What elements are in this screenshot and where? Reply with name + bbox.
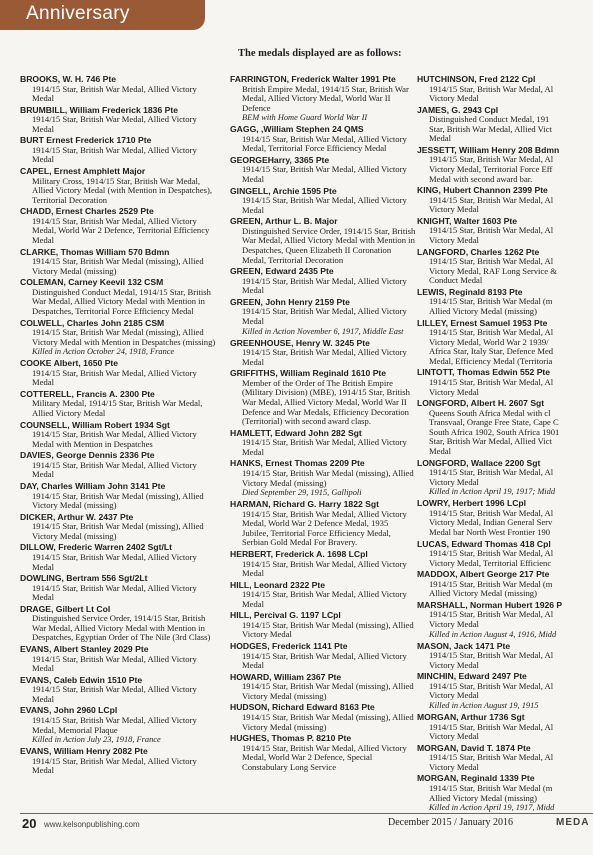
medal-list: Conduct Medal <box>429 275 483 286</box>
column-1 <box>20 74 216 807</box>
recipient-name: MORGAN, Arthur 1736 Sgt <box>417 712 525 723</box>
medal-list: Star, British War Medal, Allied Vict <box>429 436 552 447</box>
medal-entry <box>20 705 216 745</box>
recipient-name: GREENHOUSE, Henry W. 3245 Pte <box>230 337 370 348</box>
medal-entry <box>230 499 416 548</box>
recipient-name: GREEN, Edward 2435 Pte <box>230 266 334 277</box>
publisher-website: www.kelsonpublishing.com <box>44 820 140 829</box>
recipient-name: GEORGEHarry, 3365 Pte <box>230 154 330 165</box>
entry-note: Killed in Action October 24, 1918, France <box>32 347 175 357</box>
column-2 <box>230 74 416 807</box>
medal-entry <box>230 702 416 732</box>
recipient-name: KNIGHT, Walter 1603 Pte <box>417 215 517 226</box>
recipient-name: DRAGE, Gilbert Lt Col <box>20 603 111 614</box>
medal-list: 1914/15 Star, British War Medal, Al <box>429 376 554 387</box>
medal-entry <box>230 458 416 498</box>
medal-entry <box>417 458 593 498</box>
medal-entry <box>20 542 216 572</box>
medal-list: Allied Victory Medal (missing) <box>429 588 537 599</box>
medal-list: 1914/15 Star, British War Medal, Allied Victory Medal <box>242 164 407 185</box>
medal-list: 1914/15 Star, British War Medal, Al <box>429 721 554 732</box>
medal-list: 1914/15 Star, British War Medal, Allied Victory Medal <box>32 551 197 572</box>
recipient-name: HARMAN, Richard G. Harry 1822 Sgt <box>230 499 379 510</box>
medal-list: 1914/15 Star, British War Medal (missing), Allied Victory Medal (missing) <box>32 521 204 541</box>
medal-list: 1914/15 Star, British War Medal (missing), Allied Victory Medal (missing) <box>242 711 414 732</box>
medal-entry <box>417 539 593 569</box>
recipient-name: MORGAN, Reginald 1339 Pte <box>417 773 535 784</box>
medal-entry <box>230 338 416 368</box>
medal-entry <box>417 600 593 640</box>
medal-list: Distinguished Conduct Medal, 1914/15 Star, British War Medal, Allied Victory Medal with Mention in Despatches, Territorial Force Efficiency Medal <box>32 286 211 316</box>
entry-note: Killed in Action April 19, 1917; Midd <box>429 487 556 497</box>
recipient-name: LUCAS, Edward Thomas 418 Cpl <box>417 538 551 549</box>
medal-list: 1914/15 Star, British War Medal (missing), Allied Victory Medal (missing) <box>32 256 204 276</box>
medal-entry <box>417 287 593 317</box>
medal-entry <box>230 672 416 702</box>
recipient-name: LONGFORD, Albert H. 2607 Sgt <box>417 398 545 409</box>
medal-list: 1914/15 Star, British War Medal, Allied Victory Medal <box>242 437 407 457</box>
medal-list: 1914/15 Star, British War Medal, Allied Victory Medal <box>32 367 197 388</box>
medal-entry <box>417 498 593 537</box>
medal-entry <box>20 604 216 643</box>
medal-list: Medal <box>429 446 451 457</box>
medal-entry <box>20 420 216 450</box>
medal-list: 1914/15 Star, British War Medal, Allied Victory Medal <box>32 459 197 480</box>
column-3 <box>417 74 593 813</box>
recipient-name: LANGFORD, Charles 1262 Pte <box>417 246 540 257</box>
medal-list: 1914/15 Star, British War Medal, Allied Victory Medal <box>242 195 407 215</box>
recipient-name: DAVIES, George Dennis 2336 Pte <box>20 450 155 461</box>
recipient-name: LONGFORD, Wallace 2200 Sgt <box>417 457 541 468</box>
medal-list: 1914/15 Star, British War Medal, Al <box>429 548 554 559</box>
medal-list: 1914/15 Star, British War Medal, Al <box>429 83 554 94</box>
medal-list: 1914/15 Star, British War Medal, Al <box>429 650 554 661</box>
medal-list: Star, British War Medal, Allied Vict <box>429 123 552 134</box>
medal-entry <box>20 481 216 511</box>
medal-entry <box>230 155 416 185</box>
medal-entry <box>230 580 416 610</box>
medal-list: Medal, Efficiency Medal (Territoria <box>429 355 553 366</box>
medal-entry <box>20 247 216 277</box>
recipient-name: GRIFFITHS, William Reginald 1610 Pte <box>230 368 387 379</box>
recipient-name: KING, Hubert Channon 2399 Pte <box>417 185 548 196</box>
medal-list: Africa Star, Italy Star, Defence Med <box>429 346 554 357</box>
recipient-name: HODGES, Frederick 1141 Pte <box>230 641 348 652</box>
medal-list: 1914/15 Star, British War Medal (missing), Allied Victory Medal (missing) <box>242 681 414 701</box>
recipient-name: COOKE Albert, 1650 Pte <box>20 358 119 369</box>
recipient-name: HERBERT, Frederick A. 1698 LCpl <box>230 549 368 559</box>
medal-list: Medal bar North West Frontier 190 <box>429 527 551 537</box>
medal-entry <box>417 671 593 711</box>
medal-entry <box>417 185 593 215</box>
medal-list: 1914/15 Star, British War Medal (m <box>429 296 553 307</box>
recipient-name: COLWELL, Charles John 2185 CSM <box>20 317 165 328</box>
recipient-name: LILLEY, Ernest Samuel 1953 Pte <box>417 317 548 328</box>
medal-entry <box>20 74 216 104</box>
medal-list: 1914/15 Star, British War Medal, Al <box>429 327 554 338</box>
recipient-name: HOWARD, William 2367 Pte <box>230 671 342 682</box>
medal-list: Victory Medal <box>429 476 479 487</box>
medal-list: Allied Victory Medal (missing) <box>429 792 537 803</box>
medal-entry <box>230 266 416 296</box>
medal-entry <box>20 135 216 165</box>
recipient-name: HILL, Percival G. 1197 LCpl <box>230 610 341 621</box>
recipient-name: LINTOTT, Thomas Edwin 552 Pte <box>417 367 551 378</box>
recipient-name: JESSETT, William Henry 208 Bdmn <box>417 144 560 155</box>
section-banner <box>0 0 205 30</box>
medal-entry <box>20 166 216 205</box>
medal-entry <box>20 318 216 358</box>
medal-entry <box>230 368 416 426</box>
medal-list: Military Cross, 1914/15 Star, British War Medal, Allied Victory Medal (with Mention in Despatches), Territorial Decoration <box>32 175 212 205</box>
medal-entry <box>20 644 216 674</box>
recipient-name: MASON, Jack 1471 Pte <box>417 640 511 651</box>
medal-list: 1914/15 Star, British War Medal, Allied Victory Medal <box>242 347 407 367</box>
medal-entry <box>417 641 593 671</box>
recipient-name: DOWLING, Bertram 556 Sgt/2Lt <box>20 573 148 584</box>
medal-list: Member of the Order of The British Empire (Military Division) (MBE), 1914/15 Star, British War Medal, Allied Victory Medal, World War II Defence and War Medals, Efficiency Decoration (Territorial) with second award clasp. <box>242 377 410 427</box>
medal-entry <box>230 549 416 579</box>
medal-list: 1914/15 Star, British War Medal, Allied Victory Medal, World War 2 Defence, Special Constabulary Long Service <box>242 742 407 772</box>
medal-list: Queens South Africa Medal with cl <box>429 407 551 418</box>
medal-list: Victory Medal, Indian General Serv <box>429 517 553 528</box>
recipient-name: BROOKS, W. H. 746 Pte <box>20 74 116 84</box>
medal-list: Victory Medal, World War 2 1939/ <box>429 336 549 347</box>
page-number: 20 <box>22 816 37 831</box>
medal-entry <box>417 318 593 367</box>
recipient-name: CAPEL, Ernest Amphlett Major <box>20 166 146 177</box>
recipient-name: FARRINGTON, Frederick Walter 1991 Pte <box>230 74 396 84</box>
medal-entry <box>20 450 216 480</box>
medal-entry <box>230 610 416 640</box>
recipient-name: MADDOX, Albert George 217 Pte <box>417 569 550 580</box>
medal-list: Victory Medal <box>429 690 479 701</box>
medal-list: 1914/15 Star, British War Medal (missing), Allied Victory Medal (missing) <box>32 490 204 511</box>
medal-list: Victory Medal <box>429 761 479 772</box>
medal-list: Distinguished Service Order, 1914/15 Star, British War Medal, Allied Victory Medal with Mention in Despatches, Queen Elizabeth II Coronation Medal, Territorial Decoration <box>242 225 416 265</box>
recipient-name: DAY, Charles William John 3141 Pte <box>20 481 166 492</box>
medal-entry <box>20 675 216 705</box>
medal-entry <box>417 367 593 397</box>
medal-entry <box>417 145 593 184</box>
medal-list: 1914/15 Star, British War Medal, Allied Victory Medal <box>32 582 197 603</box>
medal-entry <box>20 206 216 245</box>
medal-list: 1914/15 Star, British War Medal (missing), Allied Victory Medal with Mention in Despatches (missing) <box>32 327 216 347</box>
medal-entry <box>20 573 216 603</box>
recipient-name: EVANS, Albert Stanley 2029 Pte <box>20 644 149 655</box>
medal-entry <box>20 105 216 135</box>
footer-rule <box>20 813 593 814</box>
medal-list: 1914/15 Star, British War Medal (m <box>429 782 553 793</box>
medal-list: Victory Medal <box>429 235 479 246</box>
medal-list: 1914/15 Star, British War Medal, Al <box>429 225 554 236</box>
medal-list: South Africa 1902, South Africa 1901 <box>429 426 560 437</box>
medal-list: 1914/15 Star, British War Medal (missing), Allied Victory Medal <box>242 619 414 640</box>
entry-note: Killed in Action July 23, 1918, France <box>32 735 161 745</box>
medal-list: 1914/15 Star, British War Medal, Allied Victory Medal with Mention in Despatches <box>32 429 197 449</box>
medal-list: 1914/15 Star, British War Medal, Al <box>429 752 554 763</box>
recipient-name: BRUMBILL, William Frederick 1836 Pte <box>20 104 178 115</box>
medal-entry <box>20 358 216 388</box>
medal-list: 1914/15 Star, British War Medal, Allied Victory Medal <box>242 306 407 326</box>
medal-list: Victory Medal, Territorial Efficienc <box>429 557 552 568</box>
medal-list: Victory Medal, RAF Long Service & <box>429 265 557 276</box>
medal-list: Victory Medal <box>429 731 479 742</box>
medal-list: Victory Medal <box>429 93 479 104</box>
medal-list: 1914/15 Star, British War Medal (m <box>429 578 553 589</box>
medal-entry <box>417 743 593 773</box>
medal-entry <box>417 773 593 813</box>
medal-list: Medal with second award bar. <box>429 173 533 184</box>
medal-list: 1914/15 Star, British War Medal, Al <box>429 154 554 165</box>
issue-date: December 2015 / January 2016 <box>388 817 513 828</box>
recipient-name: EVANS, Caleb Edwin 1510 Pte <box>20 674 143 685</box>
medal-entry <box>230 216 416 265</box>
medal-list: 1914/15 Star, British War Medal, Allied Victory Medal <box>242 650 407 671</box>
medal-entry <box>417 74 593 104</box>
medal-list: 1914/15 Star, British War Medal (missing), Allied Victory Medal (missing) <box>242 467 414 488</box>
medal-list: 1914/15 Star, British War Medal, Al <box>429 467 554 478</box>
medal-list: British Empire Medal, 1914/15 Star, British War Medal, Allied Victory Medal, World War II Defence <box>242 83 409 113</box>
medal-entry <box>20 389 216 419</box>
medal-list: Victory Medal <box>429 204 479 215</box>
recipient-name: GREEN, John Henry 2159 Pte <box>230 296 350 307</box>
recipient-name: HANKS, Ernest Thomas 2209 Pte <box>230 458 365 469</box>
medal-list: 1914/15 Star, British War Medal, Allied Victory Medal <box>32 114 197 134</box>
recipient-name: JAMES, G. 2943 Cpl <box>417 104 499 115</box>
recipient-name: GREEN, Arthur L. B. Major <box>230 216 338 227</box>
recipient-name: HUDSON, Richard Edward 8163 Pte <box>230 702 375 713</box>
recipient-name: COUNSELL, William Robert 1934 Sgt <box>20 419 170 430</box>
recipient-name: HAMLETT, Edward John 282 Sgt <box>230 427 362 438</box>
medal-list: Medal <box>429 133 451 144</box>
recipient-name: HUTCHINSON, Fred 2122 Cpl <box>417 74 536 84</box>
entry-note: Killed in Action November 6, 1917, Middle East <box>242 326 404 336</box>
medal-list: Victory Medal, Territorial Force Eff <box>429 164 553 175</box>
medal-entry <box>230 428 416 458</box>
medal-list: 1914/15 Star, British War Medal, Allied Victory Medal <box>32 144 197 165</box>
medal-entry <box>20 512 216 542</box>
medal-list: 1914/15 Star, British War Medal, Allied Victory Medal <box>32 755 197 776</box>
intro-heading: The medals displayed are as follows: <box>238 48 402 59</box>
medal-list: Victory Medal <box>429 386 479 397</box>
medal-list: Victory Medal <box>429 659 479 670</box>
recipient-name: CLARKE, Thomas William 570 Bdmn <box>20 246 170 257</box>
entry-note: Killed in Action April 19, 1917, Midd <box>429 803 555 813</box>
recipient-name: GINGELL, Archie 1595 Pte <box>230 185 337 196</box>
medal-list: 1914/15 Star, British War Medal, Al <box>429 194 554 205</box>
medal-list: 1914/15 Star, British War Medal, Allied Victory Medal <box>242 589 407 609</box>
medal-list: 1914/15 Star, British War Medal, Allied Victory Medal, Territorial Force Efficiency Medal <box>242 133 407 154</box>
medal-list: Distinguished Conduct Medal, 191 <box>429 114 550 125</box>
medal-entry <box>417 216 593 246</box>
section-title: Anniversary <box>26 3 130 24</box>
recipient-name: DICKER, Arthur W. 2437 Pte <box>20 511 134 522</box>
medal-list: 1914/15 Star, British War Medal, Allied Victory Medal, World War 2 Defence, Territorial Efficiency Medal <box>32 215 210 246</box>
medal-entry <box>230 124 416 154</box>
medal-list: 1914/15 Star, British War Medal, Al <box>429 609 554 620</box>
medal-entry <box>230 74 416 123</box>
entry-note: Killed in Action August 19, 1915 <box>429 701 539 711</box>
medal-entry <box>230 186 416 216</box>
medal-entry <box>417 569 593 599</box>
recipient-name: BURT Ernest Frederick 1710 Pte <box>20 135 152 146</box>
recipient-name: MARSHALL, Norman Hubert 1926 P <box>417 599 563 610</box>
medal-list: 1914/15 Star, British War Medal, Allied Victory Medal <box>32 653 197 674</box>
medal-entry <box>20 277 216 316</box>
medal-list: 1914/15 Star, British War Medal, Al <box>429 256 554 267</box>
medal-list: 1914/15 Star, British War Medal, Al <box>429 507 554 518</box>
medal-entry <box>417 712 593 742</box>
medal-list: Allied Victory Medal (missing) <box>429 306 537 316</box>
medal-list: Military Medal, 1914/15 Star, British War Medal, Allied Victory Medal <box>32 398 203 419</box>
medal-entry <box>417 247 593 286</box>
medal-list: Transvaal, Orange Free State, Cape C <box>429 417 559 428</box>
medal-entry <box>417 398 593 456</box>
medal-list: 1914/15 Star, British War Medal, Allied Victory Medal <box>32 684 197 704</box>
medal-list: 1914/15 Star, British War Medal, Allied Victory Medal, Memorial Plaque <box>32 714 197 735</box>
medal-entry <box>230 297 416 337</box>
medal-list: 1914/15 Star, British War Medal, Al <box>429 680 554 691</box>
medal-entry <box>20 746 216 776</box>
recipient-name: GAGG, ,William Stephen 24 QMS <box>230 124 364 135</box>
medal-entry <box>417 105 593 144</box>
recipient-name: EVANS, John 2960 LCpl <box>20 705 118 716</box>
recipient-name: COLEMAN, Carney Keevil 132 CSM <box>20 277 164 288</box>
entry-note: Killed in Action August 4, 1916, Midd <box>429 629 557 639</box>
recipient-name: HILL, Leonard 2322 Pte <box>230 579 326 590</box>
medal-list: 1914/15 Star, British War Medal, Allied Victory Medal, World War 2 Defence Medal, 1935 Jubilee, Territorial Force Efficiency Medal, Serbian Gold Medal For Bravery. <box>242 508 407 548</box>
medal-entry <box>230 641 416 671</box>
entry-note: BEM with Home Guard World War II <box>242 113 368 123</box>
recipient-name: LEWIS, Reginald 8193 Pte <box>417 286 523 297</box>
recipient-name: MINCHIN, Edward 2497 Pte <box>417 671 527 682</box>
magazine-title: MEDA <box>556 817 590 828</box>
medal-list: 1914/15 Star, British War Medal, Allied Victory Medal <box>32 83 197 104</box>
recipient-name: EVANS, William Henry 2082 Pte <box>20 746 148 757</box>
recipient-name: COTTERELL, Francis A. 2300 Pte <box>20 388 155 399</box>
recipient-name: HUGHES, Thomas P. 8210 Pte <box>230 733 352 744</box>
medal-list: Distinguished Service Order, 1914/15 Star, British War Medal, Allied Victory Medal with Mention in Despatches, Egyptian Order of The Nile (3rd Class) <box>32 613 211 643</box>
recipient-name: CHADD, Ernest Charles 2529 Pte <box>20 206 154 217</box>
recipient-name: DILLOW, Frederic Warren 2402 Sgt/Lt <box>20 542 173 553</box>
recipient-name: LOWRY, Herbert 1996 LCpl <box>417 498 527 509</box>
medal-list: 1914/15 Star, British War Medal, Allied Victory Medal <box>242 558 407 579</box>
recipient-name: MORGAN, David T. 1874 Pte <box>417 742 531 753</box>
entry-note: Died September 29, 1915, Gallipoli <box>242 488 362 498</box>
medal-list: Victory Medal <box>429 619 479 630</box>
medal-entry <box>230 733 416 772</box>
medal-list: 1914/15 Star, British War Medal, Allied Victory Medal <box>242 275 407 296</box>
